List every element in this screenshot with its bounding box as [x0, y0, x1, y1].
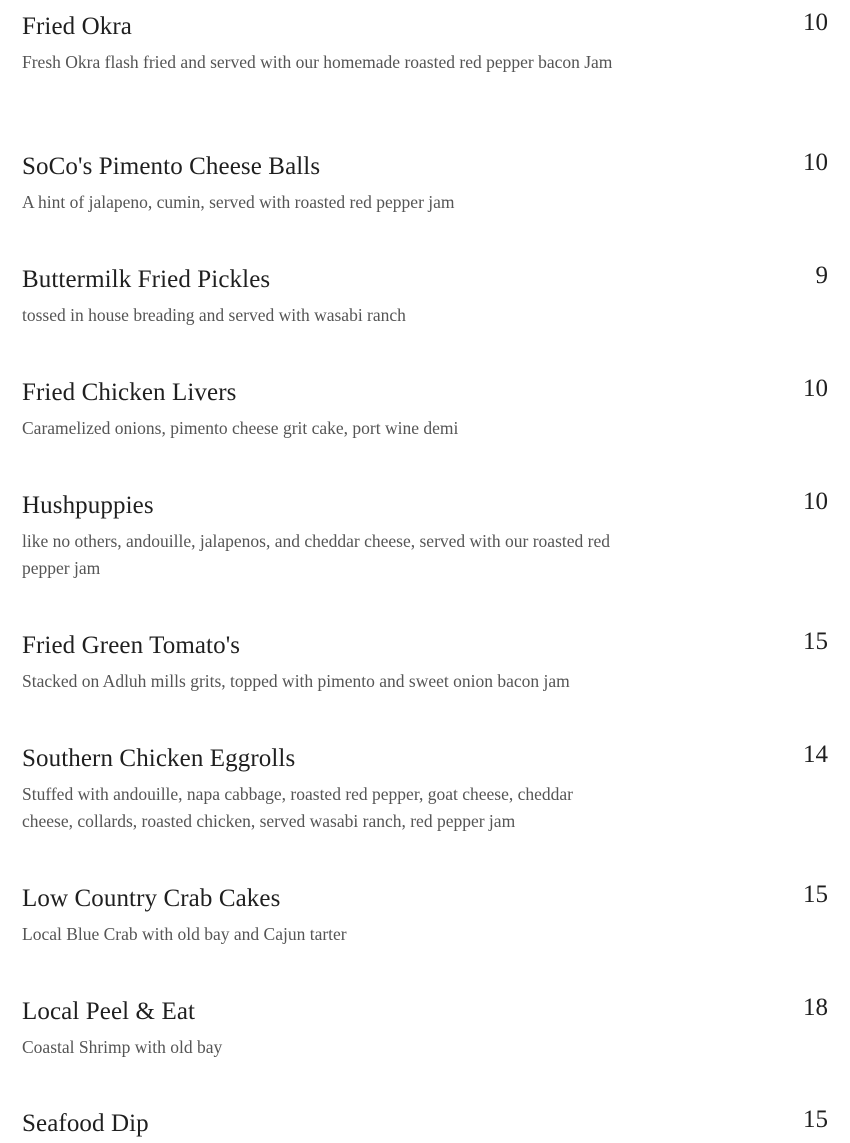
item-description: Stuffed with andouille, napa cabbage, roasted red pepper, goat cheese, cheddar cheese, collards, roasted chicken, served wasabi ranch, red pepper jam	[22, 784, 573, 831]
item-description: Local Blue Crab with old bay and Cajun tarter	[22, 924, 347, 944]
item-description: tossed in house breading and served with wasabi ranch	[22, 305, 406, 325]
menu-item-peel-and-eat	[22, 994, 828, 1061]
item-description: Caramelized onions, pimento cheese grit cake, port wine demi	[22, 418, 459, 438]
menu-item-header	[22, 9, 828, 46]
item-price: 9	[815, 262, 828, 289]
menu-item-header	[22, 375, 828, 412]
item-name: Hushpuppies	[22, 492, 154, 519]
menu-item-hushpuppies	[22, 488, 828, 582]
menu-item-header	[22, 149, 828, 186]
item-price: 15	[803, 1106, 828, 1133]
item-name: Southern Chicken Eggrolls	[22, 745, 296, 772]
item-name: Low Country Crab Cakes	[22, 885, 281, 912]
item-price: 14	[803, 741, 828, 768]
menu-item-chicken-livers	[22, 375, 828, 442]
menu-item-seafood-dip	[22, 1106, 828, 1143]
menu-item-header	[22, 488, 828, 525]
item-description: Fresh Okra flash fried and served with our homemade roasted red pepper bacon Jam	[22, 52, 613, 72]
item-price: 10	[803, 9, 828, 36]
item-price: 18	[803, 994, 828, 1021]
item-name: SoCo's Pimento Cheese Balls	[22, 153, 321, 180]
item-price: 10	[803, 149, 828, 176]
menu-item-header	[22, 741, 828, 778]
item-price: 15	[803, 881, 828, 908]
item-name: Fried Chicken Livers	[22, 379, 237, 406]
menu-item-fried-pickles	[22, 262, 828, 329]
menu-item-fried-okra	[22, 9, 828, 76]
item-name: Buttermilk Fried Pickles	[22, 266, 271, 293]
menu-item-chicken-eggrolls	[22, 741, 828, 835]
item-name: Fried Green Tomato's	[22, 632, 241, 659]
item-name: Fried Okra	[22, 13, 132, 40]
item-description: Stacked on Adluh mills grits, topped with pimento and sweet onion bacon jam	[22, 671, 570, 691]
item-price: 10	[803, 488, 828, 515]
menu-item-pimento-cheese-balls	[22, 149, 828, 216]
item-name: Seafood Dip	[22, 1110, 149, 1137]
item-price: 10	[803, 375, 828, 402]
menu-item-fried-green-tomatos	[22, 628, 828, 695]
menu-item-header	[22, 1106, 828, 1143]
menu-item-header	[22, 994, 828, 1031]
item-description: A hint of jalapeno, cumin, served with roasted red pepper jam	[22, 192, 455, 212]
menu-item-crab-cakes	[22, 881, 828, 948]
menu-item-header	[22, 881, 828, 918]
menu-item-header	[22, 628, 828, 665]
item-description: Coastal Shrimp with old bay	[22, 1037, 223, 1057]
item-name: Local Peel & Eat	[22, 998, 196, 1025]
item-description: like no others, andouille, jalapenos, and cheddar cheese, served with our roasted red pepper jam	[22, 531, 610, 578]
item-price: 15	[803, 628, 828, 655]
menu-item-header	[22, 262, 828, 299]
